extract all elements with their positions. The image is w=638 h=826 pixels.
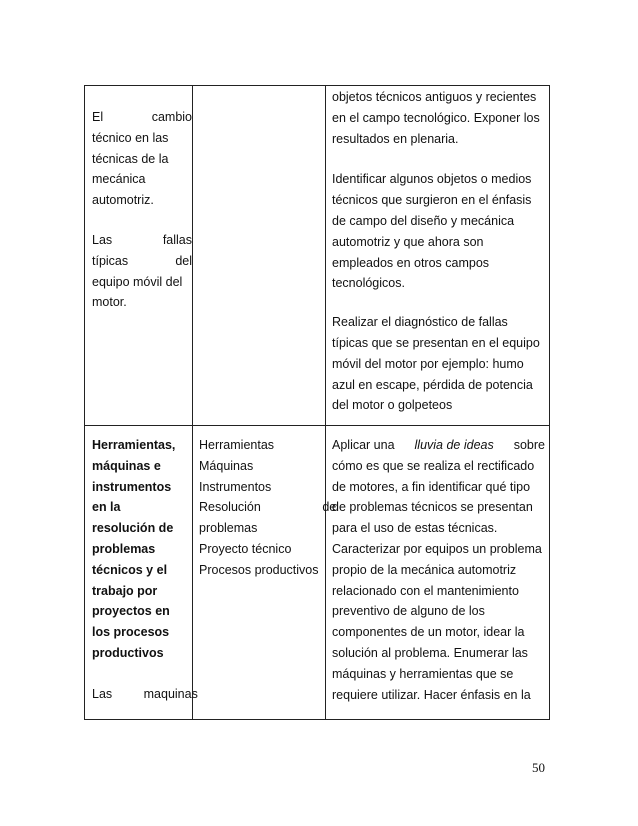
text-line: proyectos en [92, 604, 170, 619]
text-line: para el uso de estas técnicas. [332, 521, 498, 536]
text-line: técnicos y el [92, 562, 168, 577]
text-line: Herramientas, [92, 438, 176, 452]
text-line: El cambio [92, 110, 192, 124]
text-line: objetos técnicos antiguos y recientes [332, 90, 537, 104]
text-line: típicas del [92, 253, 192, 268]
row-divider [85, 425, 549, 426]
text-line: preventivo de alguno de los [332, 604, 485, 619]
text-line: azul en escape, pérdida de potencia [332, 377, 533, 392]
text-line: productivos [92, 645, 164, 660]
content-table [84, 85, 550, 720]
text-line: automotriz y que ahora son [332, 234, 484, 249]
text-line: mecánica [92, 172, 146, 187]
text-line: de campo del diseño y mecánica [332, 213, 515, 228]
column-divider-1 [192, 86, 193, 719]
text-line: resultados en plenaria. [332, 131, 459, 146]
text-line: Realizar el diagnóstico de fallas [332, 315, 508, 330]
text-line: relacionado con el mantenimiento [332, 583, 519, 598]
text-line: Caracterizar por equipos un problema [332, 541, 542, 556]
text-line: trabajo por [92, 583, 158, 598]
text-line: motor. [92, 295, 127, 310]
text-line: componentes de un motor, idear la [332, 625, 525, 640]
text-line: resolución de [92, 521, 174, 536]
text-line: automotriz. [92, 193, 154, 208]
text-line: técnico en las [92, 130, 169, 145]
text-line: Identificar algunos objetos o medios [332, 172, 532, 187]
text-line: propio de la mecánica automotriz [332, 562, 517, 577]
text-line: máquinas y herramientas que se [332, 666, 514, 681]
text-line: del motor o golpeteos [332, 398, 453, 413]
text-line: técnicas de la [92, 151, 169, 166]
text-line: equipo móvil del [92, 274, 183, 289]
row1-activities-cell [332, 87, 545, 416]
text-line: Máquinas [199, 458, 254, 473]
text-line: solución al problema. Enumerar las [332, 645, 528, 660]
row2-activities-cell [332, 435, 545, 705]
text-line: típicas que se presentan en el equipo [332, 335, 540, 350]
text-line: los procesos [92, 625, 170, 640]
text-line: de problemas técnicos se presentan [332, 500, 533, 515]
text-line: Resolución de [199, 500, 337, 515]
text-line: empleados en otros campos [332, 255, 490, 270]
text-line: máquinas e [92, 458, 161, 473]
text-line: en el campo tecnológico. Exponer los [332, 110, 540, 125]
text-line: en la [92, 500, 121, 515]
text-line: Las fallas [92, 232, 192, 247]
text-line: cómo es que se realiza el rectificado [332, 458, 535, 473]
text-line: técnicos que surgieron en el énfasis [332, 193, 532, 208]
row1-topic-cell [92, 107, 192, 313]
text-line: de motores, a fin identificar qué tipo [332, 479, 531, 494]
text-line: tecnológicos. [332, 276, 405, 291]
text-line: Las maquinas [92, 686, 198, 701]
text-line: instrumentos [92, 479, 172, 494]
row2-topic-cell [92, 435, 198, 705]
page-number: 50 [532, 760, 545, 775]
text-line: requiere utilizar. Hacer énfasis en la [332, 687, 531, 702]
text-line: problemas [92, 541, 156, 556]
text-line: problemas [199, 521, 258, 536]
column-divider-2 [325, 86, 326, 719]
text-line: móvil del motor por ejemplo: humo [332, 356, 524, 371]
text-line: Instrumentos [199, 479, 272, 494]
text-line: Herramientas [199, 438, 275, 452]
text-line: Aplicar una lluvia de ideas sobre [332, 438, 545, 452]
row2-contents-cell [199, 435, 337, 581]
text-line: Proyecto técnico [199, 541, 292, 556]
text-line: Procesos productivos [199, 562, 319, 577]
